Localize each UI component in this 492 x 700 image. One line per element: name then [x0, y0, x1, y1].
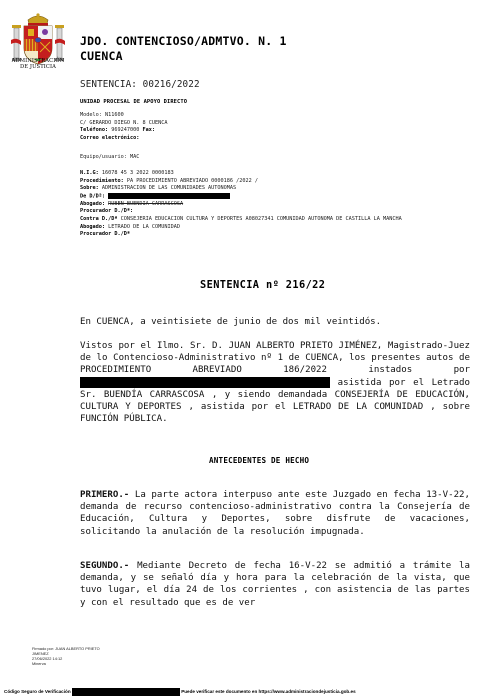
- abogado2-label: Abogado:: [80, 223, 105, 230]
- segundo-paragraph: [80, 560, 470, 609]
- verification-footer: [4, 688, 488, 696]
- segundo-text: Mediante Decreto de fecha 16-V-22 se admitió a trámite la demanda, y se señaló día y hora para la celebración de la vista, que tuvo lugar, el día 24 de los corrientes , con asistencia de las partes y con el resultado que es de ver: [80, 561, 470, 608]
- firma-line4: Minerva: [32, 660, 46, 666]
- primero-paragraph: [80, 489, 470, 538]
- nig-value: 16078 45 3 2022 0000183: [101, 170, 174, 176]
- modelo: Modelo: N11600: [80, 112, 124, 118]
- nig-line: [80, 170, 450, 178]
- redacted-party: [80, 377, 330, 388]
- procurador2-label: Procurador D./Dª: [80, 231, 130, 238]
- sobre-line: [80, 185, 450, 193]
- case-info-block: [80, 170, 450, 239]
- court-name: JDO. CONTENCIOSO/ADMTVO. N. 1: [80, 34, 287, 48]
- seal-caption-text: ADMINISTRACIÓN DE JUSTICIA: [11, 58, 65, 70]
- sentencia-number: SENTENCIA: 00216/2022: [80, 79, 200, 90]
- unidad-procesal: UNIDAD PROCESAL DE APOYO DIRECTO: [80, 99, 188, 105]
- firma-line3: 27/06/2022 14:12: [32, 655, 63, 661]
- correo-line: [80, 135, 460, 143]
- nig-label: N.I.G:: [80, 170, 99, 176]
- correo-label: Correo electrónico:: [80, 134, 140, 141]
- contra-value: CONSEJERIA EDUCACION CULTURA Y DEPORTES A08027341 COMUNIDAD AUTONOMA DE CASTILLA LA MANCHA: [120, 216, 402, 223]
- demandante-line: [80, 193, 450, 201]
- court-address: C/ GERARDO DIEGO N. 8 CUENCA: [80, 119, 168, 126]
- signature-block: [32, 647, 100, 667]
- firma-line1: Firmado por: JUAN ALBERTO PRIETO: [32, 646, 100, 651]
- court-contact-block: [80, 112, 460, 142]
- redacted-csv: [72, 688, 180, 696]
- court-city: CUENCA: [80, 49, 123, 63]
- procurador2-line: [80, 231, 450, 239]
- firma-line2: JIMENEZ: [32, 650, 49, 656]
- court-header: [80, 34, 287, 64]
- csv-label: Código Seguro de Verificación: [4, 689, 71, 695]
- contra-line: [80, 216, 450, 224]
- sobre-label: Sobre:: [80, 185, 99, 192]
- abogado1-label: Abogado:: [80, 200, 105, 207]
- abogado2-value: LETRADO DE LA COMUNIDAD: [108, 223, 180, 230]
- de-label: De D/Dª:: [80, 193, 105, 200]
- document-title: SENTENCIA nº 216/22: [200, 279, 326, 291]
- telefono-label: Teléfono:: [80, 127, 109, 134]
- segundo-label: SEGUNDO.-: [80, 561, 130, 571]
- redacted-name: [108, 193, 230, 199]
- vistos-part2: asistida por el Letrado Sr. BUENDÍA CARRASCOSA , y siendo demandada CONSEJERÍA DE EDUCACIÓN, CULTURA Y DEPORTES , asistida por el LETRADO DE LA COMUNIDAD , sobre FUNCIÓN PÚBLICA.: [80, 377, 470, 425]
- date-paragraph: En CUENCA, a veintisiete de junio de dos mil veintidós.: [80, 317, 382, 327]
- primero-text: La parte actora interpuso ante este Juzgado en fecha 13-V-22, demanda de recurso contencioso-administrativo contra la Consejería de Educación, Cultura y Deportes, sobre disfrute de vacaciones, solicitando la anulación de la resolución impugnada.: [80, 490, 470, 537]
- primero-label: PRIMERO.-: [80, 490, 130, 500]
- sobre-value: ADMINISTRACION DE LAS COMUNIDADES AUTONOMAS: [101, 185, 237, 192]
- abogado1-value: RUBEN BUENDIA CARRASCOSA: [108, 200, 184, 207]
- abogado1-line: [80, 201, 450, 209]
- antecedentes-heading: ANTECEDENTES DE HECHO: [209, 456, 310, 465]
- contra-label: Contra D./Dª: [80, 216, 118, 223]
- procurador1-line: [80, 208, 450, 216]
- equipo-usuario: Equipo/usuario: MAC: [80, 154, 140, 160]
- vistos-part1: Vistos por el Ilmo. Sr. D. JUAN ALBERTO PRIETO JIMÉNEZ, Magistrado-Juez de lo Contencioso-Administrativo nº 1 de CUENCA, los presentes autos de PROCEDIMIENTO ABREVIADO 186/2022 instados por: [80, 341, 470, 376]
- verify-link[interactable]: Puede verificar este documento en https://www.administraciondejusticia.gob.es: [181, 689, 356, 695]
- seal-caption: [4, 58, 72, 70]
- abogado2-line: [80, 224, 450, 232]
- procedimiento-value: PA PROCEDIMIENTO ABREVIADO 0000186 /2022 /: [126, 177, 259, 184]
- vistos-paragraph: [80, 340, 470, 425]
- telefono-line: [80, 127, 460, 135]
- telefono-value: 969247000: [111, 127, 140, 134]
- procedimiento-label: Procedimiento:: [80, 177, 124, 184]
- procedimiento-line: [80, 178, 450, 186]
- fax-label: Fax:: [142, 127, 155, 134]
- procurador1-label: Procurador D./Dª:: [80, 208, 134, 215]
